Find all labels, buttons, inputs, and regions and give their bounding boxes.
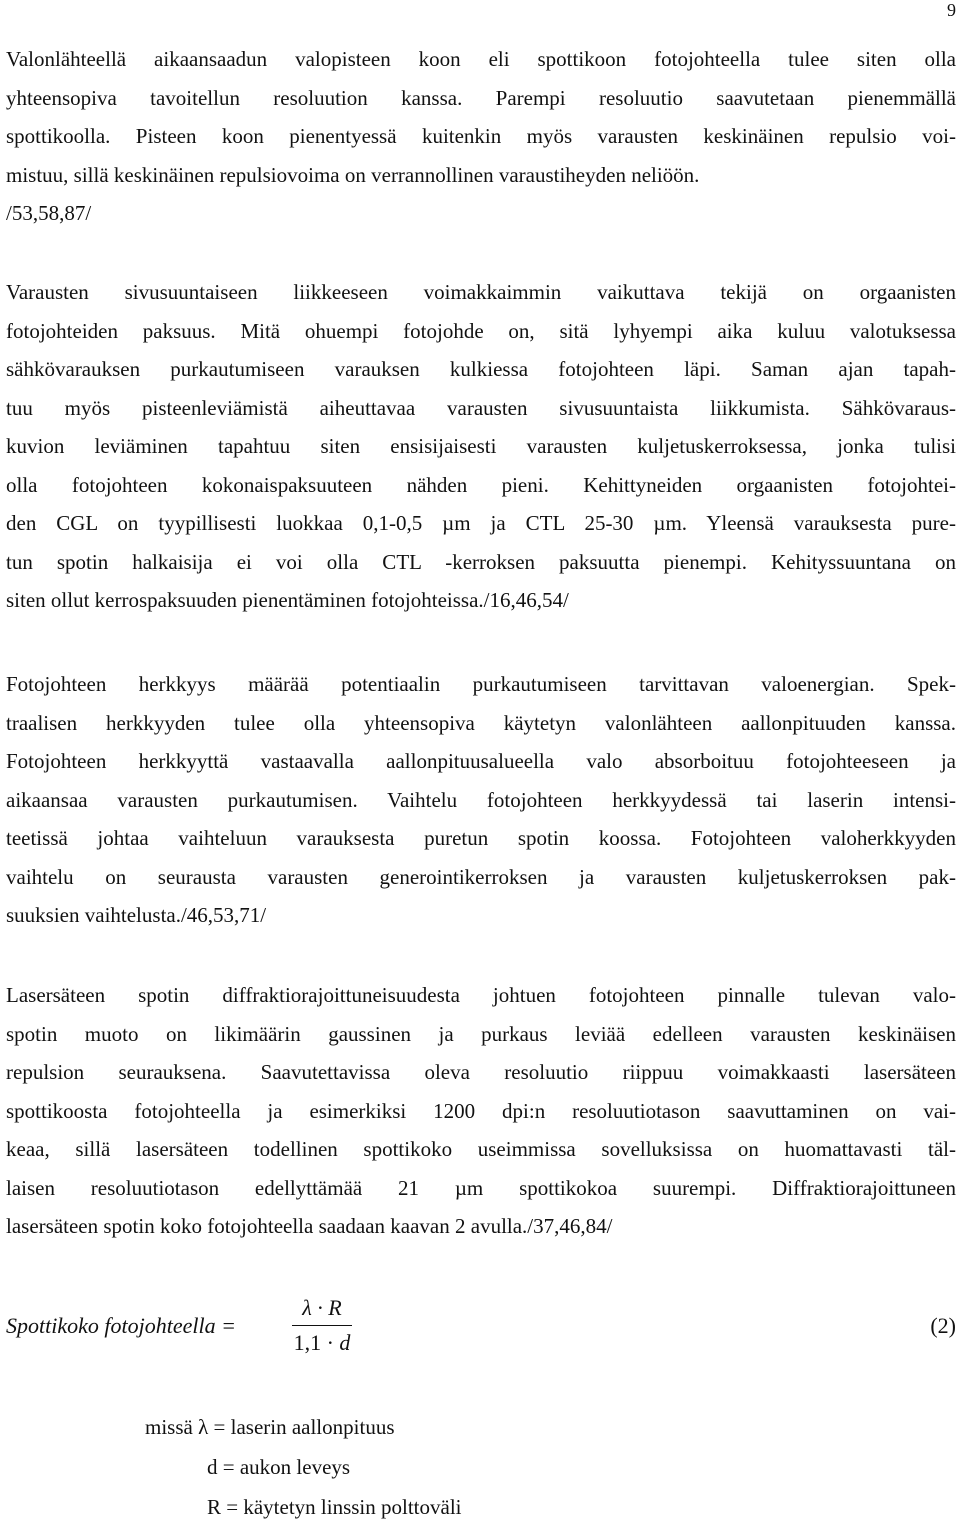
text-line: repulsion seurauksena. Saavutettavissa oleva resoluutio riippuu voimakkaasti lasersäteen (6, 1060, 956, 1084)
equation-lhs: Spottikoko fotojohteella = (6, 1313, 236, 1338)
text-line: Lasersäteen spotin diffraktiorajoittuneisuudesta johtuen fotojohteen pinnalle tulevan valo- (6, 983, 956, 1007)
text-line: den CGL on tyypillisesti luokkaa 0,1-0,5 µm ja CTL 25-30 µm. Yleensä varauksesta pure- (6, 511, 956, 535)
paragraph-spot-size (6, 40, 956, 233)
text-line: Valonlähteellä aikaansaadun valopisteen koon eli spottikoon fotojohteella tulee siten olla (6, 47, 956, 71)
text-line: vaihtelu on seurausta varausten generointikerroksen ja varausten kuljetuskerroksen pak- (6, 864, 956, 889)
text-line: lasersäteen spotin koko fotojohteella saadaan kaavan 2 avulla./37,46,84/ (6, 1214, 613, 1238)
text-line: siten ollut kerrospaksuuden pienentäminen fotojohteissa./16,46,54/ (6, 588, 569, 612)
text-line: tuu myös pisteenleviämistä aiheuttavaa varausten sivusuuntaista liikkumista. Sähkövaraus- (6, 395, 956, 420)
equation-numerator: λ · R (302, 1295, 342, 1320)
denominator-coefficient: 1,1 · (293, 1330, 334, 1355)
text-line: mistuu, sillä keskinäinen repulsiovoima on verrannollinen varaustiheyden neliöön. (6, 162, 700, 187)
text-line: keaa, sillä lasersäteen todellinen spottikoko useimmissa sovelluksissa on huomattavasti täl- (6, 1137, 956, 1161)
text-line: spottikoosta fotojohteella ja esimerkiksi 1200 dpi:n resoluutiotason saavuttaminen on vai- (6, 1098, 956, 1123)
text-line: yhteensopiva tavoitellun resoluution kanssa. Parempi resoluutio saavutetaan pienemmällä (6, 85, 956, 110)
text-line: aikaansaa varausten purkautumisen. Vaihtelu fotojohteen herkkyydessä tai laserin intensi- (6, 787, 956, 812)
text-line: Fotojohteen herkkyyttä vastaavalla aallonpituusalueella valo absorboituu fotojohteeseen ja (6, 749, 956, 773)
text-line: tun spotin halkaisija ei voi olla CTL -kerroksen paksuutta pienempi. Kehityssuuntana on (6, 549, 956, 574)
text-line: /53,58,87/ (6, 201, 92, 225)
paragraph-sensitivity (6, 665, 956, 935)
legend-item-d: d = aukon leveys (207, 1455, 351, 1479)
legend-item-lambda: missä λ = laserin aallonpituus (145, 1415, 395, 1439)
paragraph-photoconductor-thickness (6, 273, 956, 620)
equation-fraction (292, 1292, 352, 1359)
equation-spot-size (6, 1290, 956, 1370)
text-line: laisen resoluutiotason edellyttämää 21 µm spottikokoa suurempi. Diffraktiorajoittuneen (6, 1175, 956, 1200)
page-number: 9 (947, 0, 956, 20)
denominator-variable: d (339, 1330, 351, 1355)
text-line: suuksien vaihtelusta./46,53,71/ (6, 903, 267, 927)
equation-number: (2) (930, 1313, 956, 1338)
text-line: spotin muoto on likimäärin gaussinen ja purkaus leviää edelleen varausten keskinäisen (6, 1021, 956, 1046)
text-line: olla fotojohteen kokonaispaksuuteen nähden pieni. Kehittyneiden orgaanisten fotojohtei- (6, 472, 956, 497)
fraction-bar (292, 1325, 352, 1326)
text-line: Varausten sivusuuntaiseen liikkeeseen voimakkaimmin vaikuttava tekijä on orgaanisten (6, 280, 956, 304)
text-line: sähkövarauksen purkautumiseen varauksen kulkiessa fotojohteen läpi. Saman ajan tapah- (6, 357, 956, 381)
text-line: kuvion leviäminen tapahtuu siten ensisijaisesti varausten kuljetuskerroksessa, jonka tulisi (6, 434, 956, 458)
text-line: traalisen herkkyyden tulee olla yhteensopiva käytetyn valonlähteen aallonpituuden kanssa. (6, 710, 956, 735)
text-line: Fotojohteen herkkyys määrää potentiaalin purkautumiseen tarvittavan valoenergian. Spek- (6, 672, 956, 696)
text-line: fotojohteiden paksuus. Mitä ohuempi fotojohde on, sitä lyhyempi aika kuluu valotuksessa (6, 318, 956, 343)
paragraph-diffraction (6, 976, 956, 1246)
equation-legend (145, 1407, 462, 1527)
equation-denominator (292, 1327, 352, 1359)
legend-item-r: R = käytetyn linssin polttoväli (207, 1495, 462, 1519)
text-line: spottikoolla. Pisteen koon pienentyessä kuitenkin myös varausten keskinäinen repulsio voi- (6, 124, 956, 148)
text-line: teetissä johtaa vaihteluun varauksesta puretun spotin koossa. Fotojohteen valoherkkyyden (6, 826, 956, 850)
